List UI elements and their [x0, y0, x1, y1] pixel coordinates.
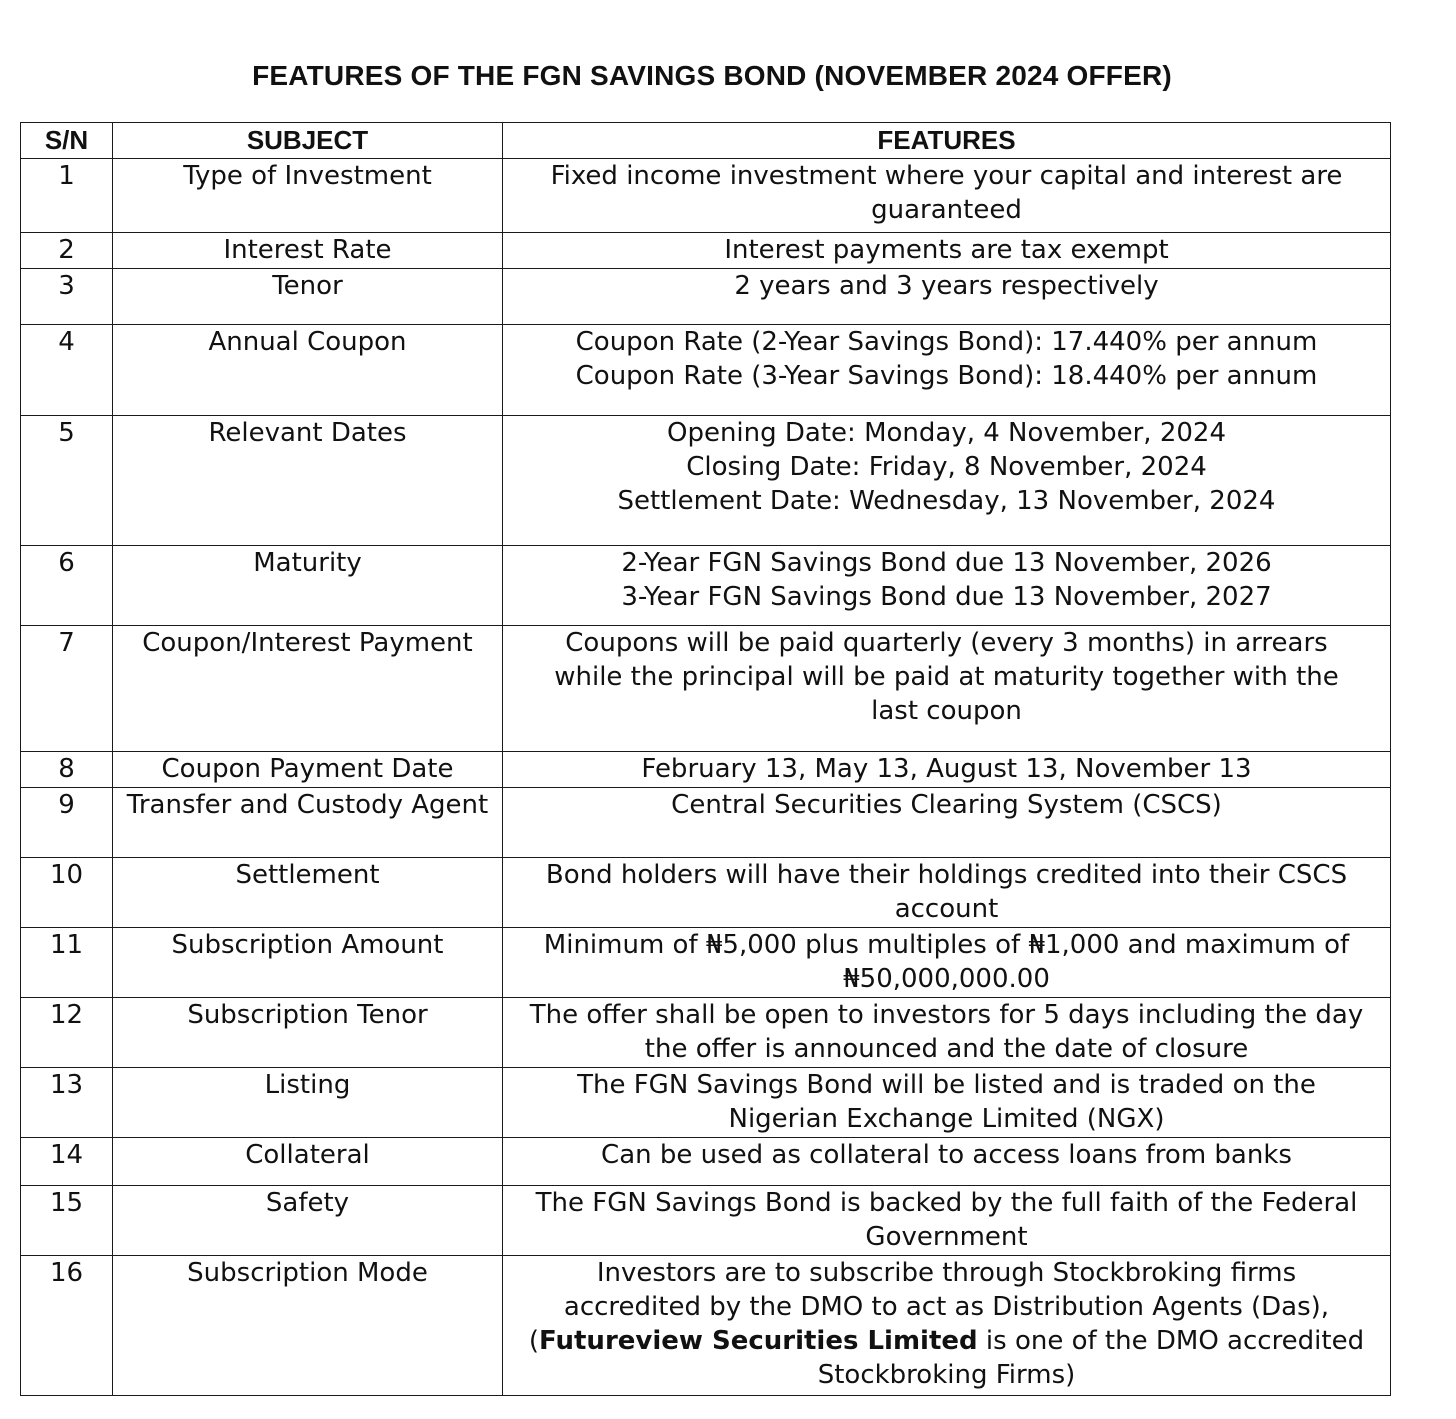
- table-row: [21, 233, 1391, 269]
- row-subject: Annual Coupon: [113, 325, 503, 416]
- row-sn: 14: [21, 1138, 113, 1186]
- feature-line: Minimum of ₦5,000 plus multiples of ₦1,000 and maximum of: [543, 930, 1350, 960]
- feature-line: The offer shall be open to investors for 5 days including the day: [529, 1000, 1364, 1030]
- broker-name: Futureview Securities Limited: [539, 1326, 978, 1356]
- row-features: [503, 416, 1391, 546]
- row-sn: 9: [21, 788, 113, 858]
- header-sn: S/N: [21, 123, 113, 159]
- feature-line: Coupon Rate (2-Year Savings Bond): 17.440% per annum: [575, 327, 1318, 357]
- feature-line: 2-Year FGN Savings Bond due 13 November, 2026: [621, 548, 1272, 578]
- row-sn: 13: [21, 1068, 113, 1138]
- row-sn: 8: [21, 752, 113, 788]
- row-sn: 4: [21, 325, 113, 416]
- row-sn: 12: [21, 998, 113, 1068]
- row-subject: Coupon/Interest Payment: [113, 626, 503, 752]
- feature-line: Coupon Rate (3-Year Savings Bond): 18.440% per annum: [575, 361, 1318, 391]
- row-features: [503, 325, 1391, 416]
- row-subject: Settlement: [113, 858, 503, 928]
- feature-line: Can be used as collateral to access loans from banks: [601, 1140, 1292, 1170]
- feature-line: the offer is announced and the date of closure: [644, 1034, 1249, 1064]
- row-subject: Coupon Payment Date: [113, 752, 503, 788]
- header-features: FEATURES: [503, 123, 1391, 159]
- feature-line: Opening Date: Monday, 4 November, 2024: [666, 418, 1226, 448]
- header-subject: SUBJECT: [113, 123, 503, 159]
- row-features: [503, 788, 1391, 858]
- feature-line: accredited by the DMO to act as Distribution Agents (Das),: [563, 1292, 1330, 1322]
- table-row: [21, 416, 1391, 546]
- row-sn: 7: [21, 626, 113, 752]
- feature-line: ₦50,000,000.00: [843, 964, 1050, 994]
- feature-line: Interest payments are tax exempt: [724, 235, 1169, 265]
- row-features: [503, 1068, 1391, 1138]
- row-features: [503, 546, 1391, 626]
- row-features: [503, 159, 1391, 233]
- feature-line: Government: [865, 1222, 1028, 1252]
- feature-line: Closing Date: Friday, 8 November, 2024: [686, 452, 1207, 482]
- feature-line: Settlement Date: Wednesday, 13 November, 2024: [617, 486, 1276, 516]
- feature-line-rest: is one of the DMO accredited: [977, 1326, 1365, 1356]
- table-row: [21, 269, 1391, 325]
- table-row: [21, 1138, 1391, 1186]
- row-sn: 15: [21, 1186, 113, 1256]
- table-row: [21, 626, 1391, 752]
- row-subject: Interest Rate: [113, 233, 503, 269]
- row-features: [503, 1256, 1391, 1396]
- feature-line: Fixed income investment where your capital and interest are: [550, 161, 1343, 191]
- feature-line: The FGN Savings Bond is backed by the full faith of the Federal: [535, 1188, 1358, 1218]
- feature-line: last coupon: [871, 696, 1022, 726]
- row-features: [503, 1138, 1391, 1186]
- feature-line: guaranteed: [871, 195, 1022, 225]
- row-sn: 11: [21, 928, 113, 998]
- row-subject: Maturity: [113, 546, 503, 626]
- table-row: [21, 159, 1391, 233]
- row-subject: Subscription Amount: [113, 928, 503, 998]
- row-subject: Subscription Mode: [113, 1256, 503, 1396]
- row-sn: 1: [21, 159, 113, 233]
- table-row: [21, 858, 1391, 928]
- table-header-row: [21, 123, 1391, 159]
- row-subject: Tenor: [113, 269, 503, 325]
- feature-line: account: [894, 894, 999, 924]
- feature-line: Stockbroking Firms): [817, 1360, 1076, 1390]
- feature-line: Central Securities Clearing System (CSCS): [671, 790, 1222, 820]
- page-title: FEATURES OF THE FGN SAVINGS BOND (NOVEMBER 2024 OFFER): [252, 60, 1172, 91]
- row-features: [503, 752, 1391, 788]
- feature-line: February 13, May 13, August 13, November 13: [641, 754, 1252, 784]
- row-sn: 3: [21, 269, 113, 325]
- table-row: [21, 752, 1391, 788]
- row-sn: 10: [21, 858, 113, 928]
- table-row: [21, 325, 1391, 416]
- row-subject: Transfer and Custody Agent: [113, 788, 503, 858]
- feature-line: 3-Year FGN Savings Bond due 13 November, 2027: [621, 582, 1272, 612]
- row-subject: Safety: [113, 1186, 503, 1256]
- row-features: [503, 233, 1391, 269]
- table-row: [21, 1186, 1391, 1256]
- feature-line: Nigerian Exchange Limited (NGX): [728, 1104, 1165, 1134]
- features-table: [20, 122, 1391, 1396]
- row-sn: 6: [21, 546, 113, 626]
- row-features: [503, 1186, 1391, 1256]
- row-subject: Relevant Dates: [113, 416, 503, 546]
- feature-line: while the principal will be paid at maturity together with the: [554, 662, 1339, 692]
- feature-line: [511, 1324, 1382, 1358]
- feature-line: The FGN Savings Bond will be listed and is traded on the: [577, 1070, 1316, 1100]
- table-row: [21, 788, 1391, 858]
- table-row: [21, 546, 1391, 626]
- row-features: [503, 626, 1391, 752]
- table-row: [21, 998, 1391, 1068]
- row-features: [503, 269, 1391, 325]
- row-subject: Type of Investment: [113, 159, 503, 233]
- table-row: [21, 1256, 1391, 1396]
- feature-line: Bond holders will have their holdings credited into their CSCS: [545, 860, 1348, 890]
- feature-line: Investors are to subscribe through Stockbroking firms: [596, 1258, 1297, 1288]
- row-sn: 16: [21, 1256, 113, 1396]
- row-features: [503, 928, 1391, 998]
- feature-line: Coupons will be paid quarterly (every 3 months) in arrears: [565, 628, 1328, 658]
- table-row: [21, 928, 1391, 998]
- row-subject: Collateral: [113, 1138, 503, 1186]
- row-sn: 2: [21, 233, 113, 269]
- paren-open: (: [528, 1326, 540, 1356]
- feature-line: 2 years and 3 years respectively: [734, 271, 1159, 301]
- row-subject: Subscription Tenor: [113, 998, 503, 1068]
- row-subject: Listing: [113, 1068, 503, 1138]
- row-features: [503, 998, 1391, 1068]
- row-features: [503, 858, 1391, 928]
- row-sn: 5: [21, 416, 113, 546]
- table-row: [21, 1068, 1391, 1138]
